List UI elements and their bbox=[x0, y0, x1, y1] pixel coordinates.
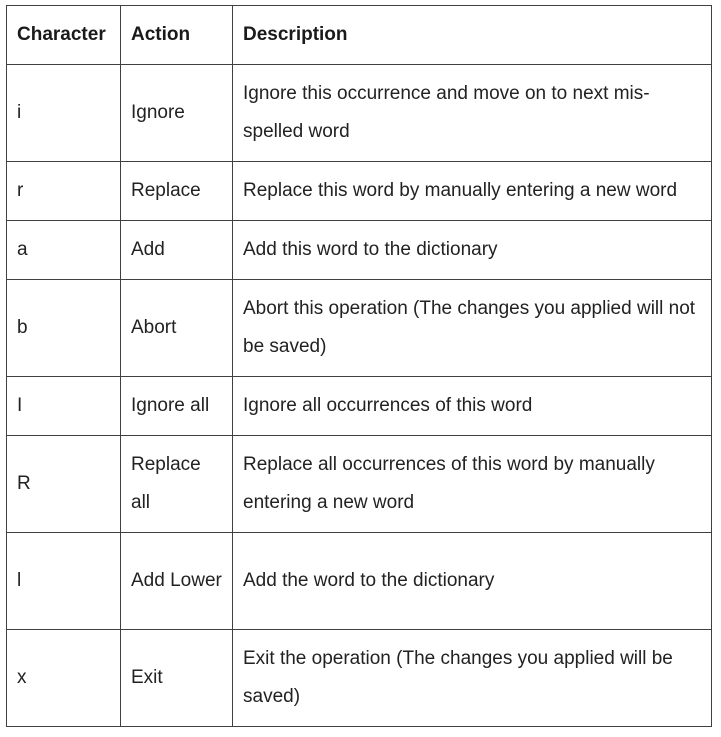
cell-description: Add this word to the dictionary bbox=[233, 221, 712, 280]
cell-action: Replace all bbox=[121, 436, 233, 533]
cell-action: Ignore bbox=[121, 65, 233, 162]
cell-action: Ignore all bbox=[121, 377, 233, 436]
table-row bbox=[7, 630, 712, 727]
cell-action: Abort bbox=[121, 280, 233, 377]
cell-description: Ignore this occurrence and move on to next mis-spelled word bbox=[233, 65, 712, 162]
cell-character: i bbox=[7, 65, 121, 162]
cell-character: a bbox=[7, 221, 121, 280]
cell-character: R bbox=[7, 436, 121, 533]
cell-description: Replace all occurrences of this word by manually entering a new word bbox=[233, 436, 712, 533]
cell-description: Exit the operation (The changes you applied will be saved) bbox=[233, 630, 712, 727]
cell-action: Add bbox=[121, 221, 233, 280]
cell-character: r bbox=[7, 162, 121, 221]
header-character: Character bbox=[7, 6, 121, 65]
cell-action: Add Lower bbox=[121, 533, 233, 630]
table-row bbox=[7, 436, 712, 533]
table-row bbox=[7, 162, 712, 221]
cell-character: b bbox=[7, 280, 121, 377]
cell-description: Ignore all occurrences of this word bbox=[233, 377, 712, 436]
cell-character: x bbox=[7, 630, 121, 727]
cell-action: Exit bbox=[121, 630, 233, 727]
table-header-row bbox=[7, 6, 712, 65]
cell-description: Add the word to the dictionary bbox=[233, 533, 712, 630]
table-row bbox=[7, 377, 712, 436]
table-row bbox=[7, 280, 712, 377]
cell-character: l bbox=[7, 533, 121, 630]
header-action: Action bbox=[121, 6, 233, 65]
cell-description: Replace this word by manually entering a new word bbox=[233, 162, 712, 221]
table-row bbox=[7, 533, 712, 630]
table-row bbox=[7, 221, 712, 280]
spell-check-commands-table bbox=[6, 5, 712, 727]
cell-character: I bbox=[7, 377, 121, 436]
cell-description: Abort this operation (The changes you applied will not be saved) bbox=[233, 280, 712, 377]
cell-action: Replace bbox=[121, 162, 233, 221]
header-description: Description bbox=[233, 6, 712, 65]
table-row bbox=[7, 65, 712, 162]
